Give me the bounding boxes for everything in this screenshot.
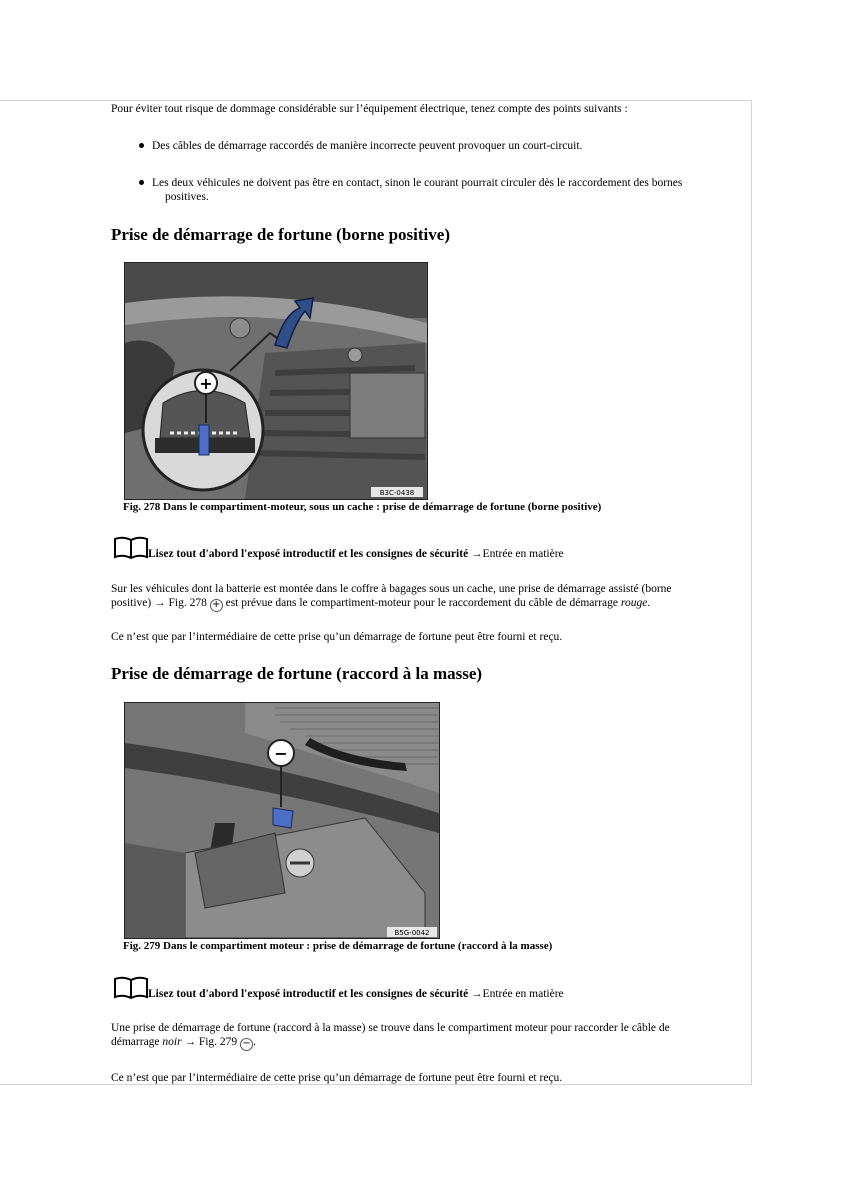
positive-circle-icon: +	[210, 599, 223, 612]
figure-reference-link[interactable]: positive) → Fig. 278	[111, 597, 207, 609]
figure-code: B5G-0042	[394, 929, 430, 937]
intro-link[interactable]: →Entrée en matière	[471, 548, 564, 560]
safety-note-text: Lisez tout d'abord l'exposé introductif et les consignes de sécurité	[148, 548, 469, 560]
paragraph-end: .	[253, 1036, 256, 1048]
figure-caption: Fig. 278 Dans le compartiment-moteur, sous un cache : prise de démarrage de fortune (borne positive)	[123, 501, 602, 513]
bullet-dot	[139, 180, 144, 185]
cable-color: noir	[162, 1036, 182, 1048]
cable-color: rouge	[620, 597, 648, 609]
safety-note-text: Lisez tout d'abord l'exposé introductif et les consignes de sécurité	[148, 988, 469, 1000]
list-item-text: Les deux véhicules ne doivent pas être en contact, sinon le courant pourrait circuler dès le raccordement des bornes	[152, 177, 683, 189]
intro-text: Pour éviter tout risque de dommage considérable sur l’équipement électrique, tenez compte des points suivants :	[111, 103, 628, 115]
safety-note	[148, 987, 564, 1001]
paragraph-line: Une prise de démarrage de fortune (raccord à la masse) se trouve dans le compartiment moteur pour raccorder le câble de	[111, 1022, 670, 1034]
figure-code: B3C-0438	[379, 489, 415, 497]
negative-circle-icon: −	[240, 1038, 253, 1051]
list-item	[152, 176, 682, 190]
safety-note	[148, 547, 564, 561]
paragraph-text: démarrage	[111, 1036, 163, 1048]
figure-reference-link[interactable]: → Fig. 279	[184, 1036, 238, 1048]
paragraph-line	[111, 1035, 256, 1051]
book-icon	[113, 536, 149, 560]
figure-278-image	[124, 262, 428, 500]
section-heading: Prise de démarrage de fortune (raccord à la masse)	[111, 664, 483, 683]
paragraph-text: est prévue dans le compartiment-moteur pour le raccordement du câble de démarrage	[222, 597, 621, 609]
paragraph-line	[111, 596, 650, 612]
intro-link[interactable]: →Entrée en matière	[471, 988, 564, 1000]
bullet-dot	[139, 143, 144, 148]
positive-symbol: +	[199, 374, 213, 393]
list-item	[152, 139, 582, 153]
book-icon	[113, 976, 149, 1000]
page-frame-right	[751, 100, 752, 1085]
paragraph-end: .	[647, 597, 651, 609]
paragraph: Ce n’est que par l’intermédiaire de cette prise qu’un démarrage de fortune peut être fourni et reçu.	[111, 1072, 563, 1084]
figure-caption: Fig. 279 Dans le compartiment moteur : prise de démarrage de fortune (raccord à la masse)	[123, 940, 553, 952]
figure-279-image	[124, 702, 440, 939]
list-item-continuation: positives.	[165, 191, 209, 203]
negative-symbol: −	[274, 744, 288, 763]
paragraph: Ce n’est que par l’intermédiaire de cette prise qu’un démarrage de fortune peut être fourni et reçu.	[111, 631, 563, 643]
paragraph-line: Sur les véhicules dont la batterie est montée dans le coffre à bagages sous un cache, une prise de démarrage assisté (borne	[111, 583, 672, 595]
list-item-text: Des câbles de démarrage raccordés de manière incorrecte peuvent provoquer un court-circuit.	[152, 140, 583, 152]
page-frame-top	[0, 100, 752, 101]
section-heading: Prise de démarrage de fortune (borne positive)	[111, 225, 450, 244]
